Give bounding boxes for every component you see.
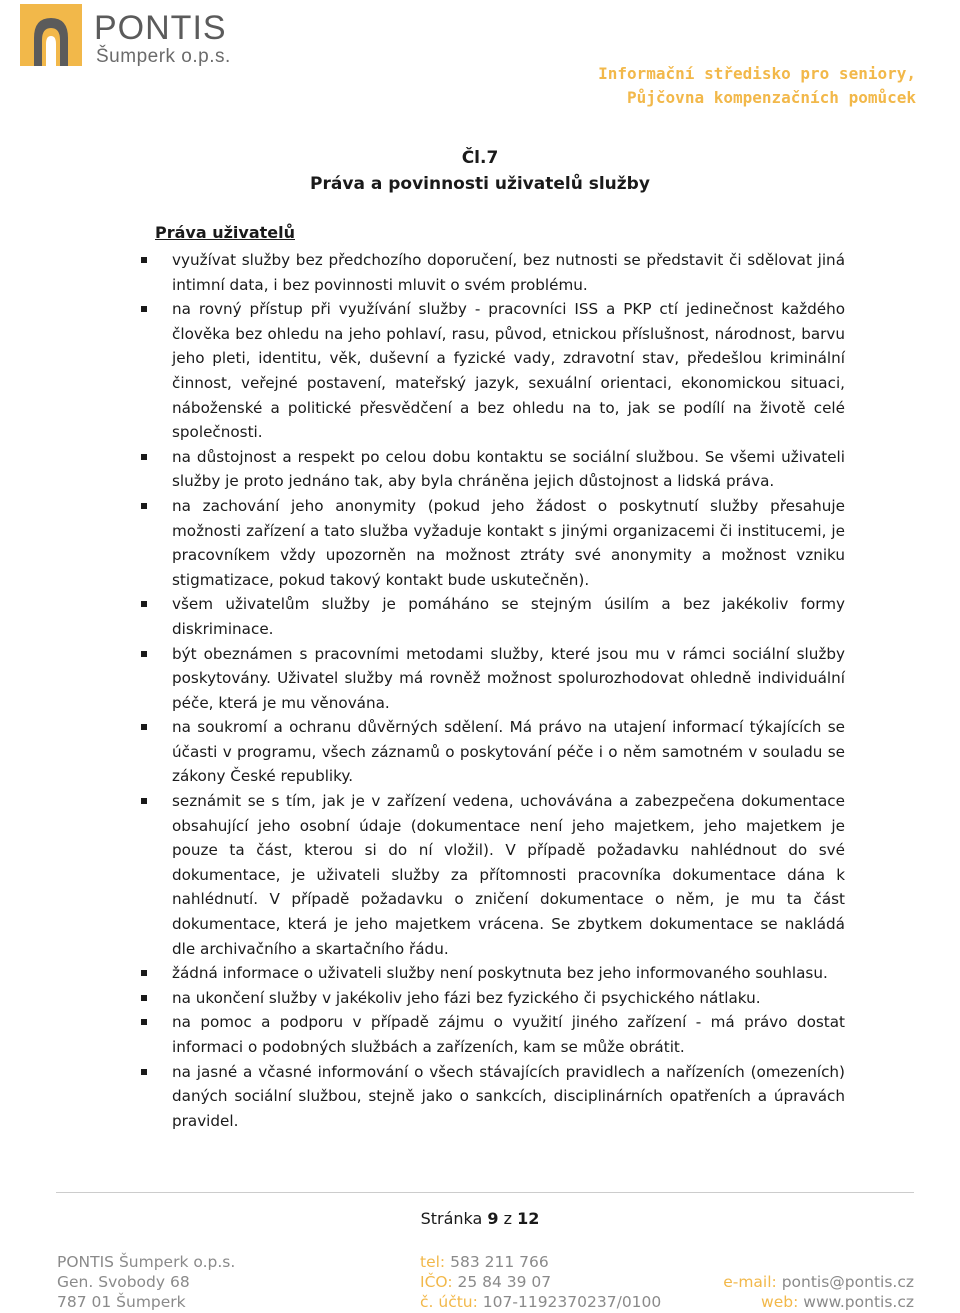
logo-name: PONTIS [94, 9, 227, 47]
footer-street: Gen. Svobody 68 [57, 1273, 190, 1291]
ico-value: 25 84 39 07 [457, 1273, 552, 1291]
article-title: Práva a povinnosti uživatelů služby [310, 174, 650, 194]
rights-list [172, 248, 845, 1133]
web-link[interactable]: www.pontis.cz [803, 1293, 914, 1311]
list-item: žádná informace o uživateli služby není poskytnuta bez jeho informovaného souhlasu. [172, 961, 845, 986]
page-label: Stránka [420, 1209, 483, 1228]
list-item: být obeznámen s pracovními metodami služby, které jsou mu v rámci sociální služby poskytovány. Uživatel služby má rovněž možnost spolurozhodovat ohledně individuální péče, která je mu věnována. [172, 642, 845, 716]
footer-divider [56, 1192, 914, 1193]
tel-value: 583 211 766 [450, 1253, 549, 1271]
web-label: web: [761, 1293, 799, 1311]
list-item: na jasné a včasné informování o všech stávajících pravidlech a nařízeních (omezeních) daných sociální službou, stejně jako o sankcích, disciplinárních opatřeních a úpravách pravidel. [172, 1060, 845, 1134]
footer-org: PONTIS Šumperk o.p.s. [57, 1253, 236, 1271]
page-current: 9 [487, 1209, 499, 1228]
footer-address [57, 1252, 235, 1312]
page-number [0, 1209, 960, 1228]
list-item: na důstojnost a respekt po celou dobu kontaktu se sociální službou. Se všemi uživateli služby je proto jednáno tak, aby byla chráněna jejich důstojnost a lidská práva. [172, 445, 845, 494]
section-title: Práva uživatelů [155, 223, 295, 242]
footer-city: 787 01 Šumperk [57, 1293, 186, 1311]
email-label: e-mail: [723, 1273, 777, 1291]
tel-label: tel: [420, 1253, 446, 1271]
pontis-bridge-logo-icon [20, 4, 82, 66]
email-link[interactable]: pontis@pontis.cz [781, 1273, 914, 1291]
article-number: Čl.7 [461, 148, 499, 168]
footer-online [723, 1252, 914, 1312]
account-label: č. účtu: [420, 1293, 478, 1311]
list-item: na zachování jeho anonymity (pokud jeho žádost o poskytnutí služby přesahuje možnosti zařízení a tato služba vyžaduje kontakt s jinými organizacemi či institucemi, je pracovníkem vždy upozorněn na možnost ztráty své anonymity a možnost vzniku stigmatizace, pokud takový kontakt bude uskutečněn). [172, 494, 845, 592]
ico-label: IČO: [420, 1273, 453, 1291]
account-value: 107-1192370237/0100 [482, 1293, 662, 1311]
header-tagline [598, 62, 916, 110]
footer-contacts [420, 1252, 661, 1312]
list-item: na rovný přístup při využívání služby - pracovníci ISS a PKP ctí jedinečnost každého člověka bez ohledu na jeho pohlaví, rasu, původ, etnickou příslušnost, národnost, barvu jeho pleti, identitu, věk, duševní a fyzické vady, zdravotní stav, předešlou kriminální činnost, veřejné postavení, mateřský jazyk, sexuální orientaci, ekonomickou situaci, náboženské a politické přesvědčení a bez ohledu na to, jak se podílí na životě celé společnosti. [172, 297, 845, 445]
list-item: všem uživatelům služby je pomáháno se stejným úsilím a bez jakékoliv formy diskriminace. [172, 592, 845, 641]
page-total: 12 [517, 1209, 540, 1228]
page-separator: z [503, 1209, 513, 1228]
list-item: na pomoc a podporu v případě zájmu o využití jiného zařízení - má právo dostat informaci o podobných službách a zařízeních, kam se může obrátit. [172, 1010, 845, 1059]
list-item: využívat služby bez předchozího doporučení, bez nutnosti se představit či sdělovat jiná intimní data, i bez povinnosti mluvit o svém problému. [172, 248, 845, 297]
logo-subtitle: Šumperk o.p.s. [96, 46, 231, 67]
list-item: na ukončení služby v jakékoliv jeho fázi bez fyzického či psychického nátlaku. [172, 986, 845, 1011]
header-tagline-line2: Půjčovna kompenzačních pomůcek [627, 88, 916, 107]
list-item: seznámit se s tím, jak je v zařízení vedena, uchovávána a zabezpečena dokumentace obsahující jeho osobní údaje (dokumentace není jeho majetkem, jeho majetkem je pouze ta část, kterou si do ní vložil). V případě požadavku nahlédnout do své dokumentace, je uživateli služby za přítomnosti pracovníka dokumentace dána k nahlédnutí. V případě požadavku o zničení dokumentace o něm, je mu ta část dokumentace, která je jeho majetkem vrácena. Se zbytkem dokumentace se nakládá dle archivačního a skartačního řádu. [172, 789, 845, 961]
company-logo [20, 4, 240, 68]
header-tagline-line1: Informační středisko pro seniory, [598, 64, 916, 83]
list-item: na soukromí a ochranu důvěrných sdělení. Má právo na utajení informací týkajících se účasti v programu, všech záznamů o poskytování péče i o něm samotném v souladu se zákony České republiky. [172, 715, 845, 789]
